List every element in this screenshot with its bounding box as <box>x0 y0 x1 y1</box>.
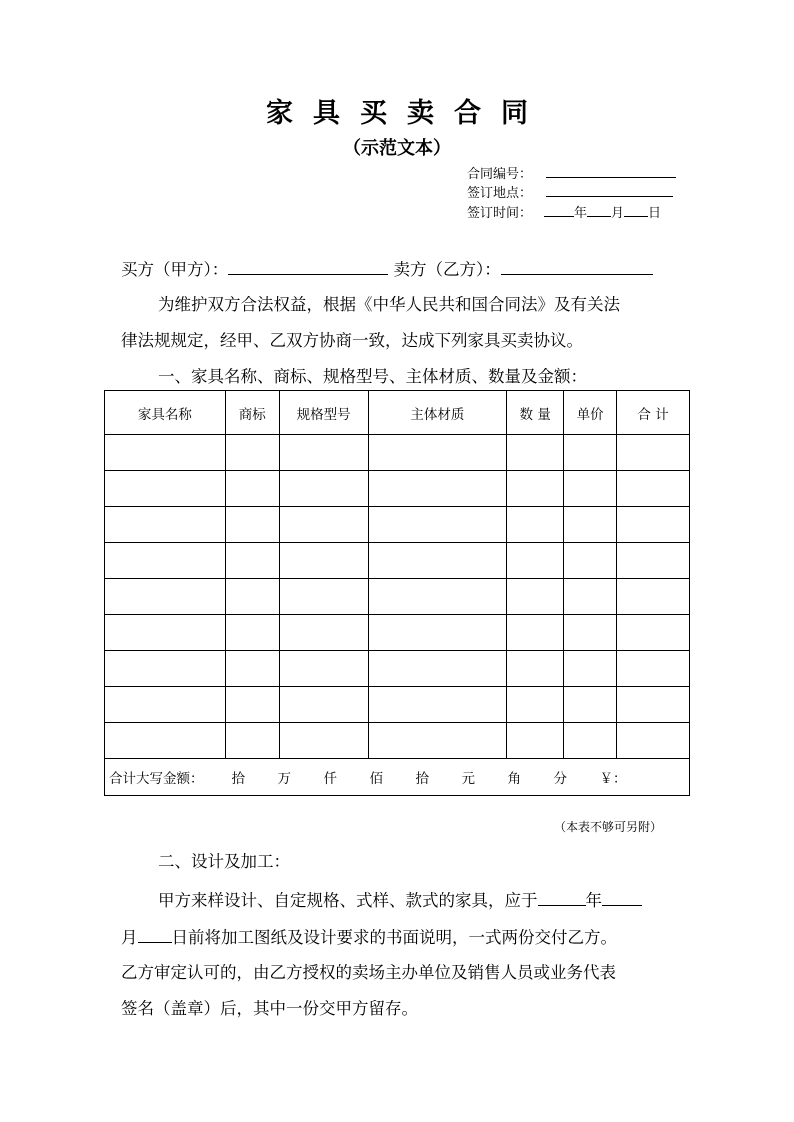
table-note: （本表不够可另附） <box>554 820 663 834</box>
sign-time-row <box>467 203 661 223</box>
table-cell[interactable] <box>368 435 507 471</box>
table-cell[interactable] <box>564 579 617 615</box>
table-cell[interactable] <box>225 723 279 759</box>
year-label: 年 <box>574 206 588 221</box>
sign-day-field[interactable] <box>624 203 648 217</box>
intro-line-2: 律法规规定，经甲、乙双方协商一致，达成下列家具买卖协议。 <box>121 331 583 350</box>
table-cell[interactable] <box>564 651 617 687</box>
table-cell[interactable] <box>564 471 617 507</box>
table-cell[interactable] <box>105 687 226 723</box>
sum-label: 合计大写金额： <box>109 771 204 787</box>
table-cell[interactable] <box>507 723 564 759</box>
sum-unit-label: 佰 <box>369 771 383 787</box>
column-header: 家具名称 <box>105 391 226 435</box>
table-cell[interactable] <box>105 615 226 651</box>
design-day-field[interactable] <box>138 926 172 943</box>
section-1-title: 一、家具名称、商标、规格型号、主体材质、数量及金额： <box>158 367 587 386</box>
table-cell[interactable] <box>368 687 507 723</box>
table-cell[interactable] <box>617 507 690 543</box>
table-cell[interactable] <box>368 615 507 651</box>
table-cell[interactable] <box>617 687 690 723</box>
design-month-field[interactable] <box>602 889 642 906</box>
table-row <box>105 651 690 687</box>
sum-unit-label: 拾 <box>415 771 429 787</box>
table-cell[interactable] <box>368 723 507 759</box>
sum-unit-label: 元 <box>461 771 475 787</box>
table-cell[interactable] <box>507 579 564 615</box>
sign-place-row <box>467 183 673 203</box>
table-cell[interactable] <box>105 579 226 615</box>
table-cell[interactable] <box>225 435 279 471</box>
table-cell[interactable] <box>279 471 368 507</box>
document-title: 家具买卖合同 <box>266 98 548 129</box>
table-cell[interactable] <box>368 543 507 579</box>
column-header: 合 计 <box>617 391 690 435</box>
table-cell[interactable] <box>507 471 564 507</box>
table-cell[interactable] <box>564 615 617 651</box>
document-subtitle: （示范文本） <box>343 138 451 159</box>
table-cell[interactable] <box>225 543 279 579</box>
sum-unit-label: 万 <box>277 771 291 787</box>
table-row <box>105 723 690 759</box>
sign-place-label: 签订地点： <box>467 186 533 201</box>
design-year-field[interactable] <box>538 889 586 906</box>
table-row <box>105 471 690 507</box>
table-cell[interactable] <box>507 435 564 471</box>
seller-label: 卖方（乙方）： <box>393 260 501 279</box>
section-2-line-3: 乙方审定认可的，由乙方授权的卖场主办单位及销售人员或业务代表 <box>121 963 616 982</box>
day-label: 日 <box>648 206 662 221</box>
table-row <box>105 579 690 615</box>
sum-unit-label: 角 <box>507 771 521 787</box>
table-row <box>105 615 690 651</box>
contract-number-field[interactable] <box>546 164 676 178</box>
table-cell[interactable] <box>507 687 564 723</box>
column-header: 主体材质 <box>368 391 507 435</box>
column-header: 商标 <box>225 391 279 435</box>
table-cell[interactable] <box>368 651 507 687</box>
table-cell[interactable] <box>507 543 564 579</box>
table-cell[interactable] <box>279 543 368 579</box>
sum-cell[interactable] <box>105 759 690 796</box>
table-cell[interactable] <box>564 435 617 471</box>
sum-row <box>105 759 690 796</box>
table-row <box>105 687 690 723</box>
table-cell[interactable] <box>279 615 368 651</box>
sum-unit-label: 仟 <box>323 771 337 787</box>
design-year-label: 年 <box>585 891 602 910</box>
table-cell[interactable] <box>225 615 279 651</box>
furniture-table <box>104 390 690 796</box>
table-cell[interactable] <box>225 651 279 687</box>
table-cell[interactable] <box>279 579 368 615</box>
sign-year-field[interactable] <box>544 203 574 217</box>
column-header: 规格型号 <box>279 391 368 435</box>
table-cell[interactable] <box>564 723 617 759</box>
table-cell[interactable] <box>507 651 564 687</box>
section-2-text-1: 甲方来样设计、自定规格、式样、款式的家具，应于 <box>158 891 538 910</box>
table-cell[interactable] <box>368 507 507 543</box>
design-month-label: 月 <box>121 928 138 947</box>
table-cell[interactable] <box>507 615 564 651</box>
table-cell[interactable] <box>225 579 279 615</box>
sum-unit-label: 分 <box>553 771 567 787</box>
intro-line-1: 为维护双方合法权益，根据《中华人民共和国合同法》及有关法 <box>158 295 620 314</box>
section-2-title: 二、设计及加工： <box>158 852 290 871</box>
section-2-line-4: 签名（盖章）后，其中一份交甲方留存。 <box>121 999 418 1018</box>
table-cell[interactable] <box>105 651 226 687</box>
table-cell[interactable] <box>105 471 226 507</box>
table-cell[interactable] <box>225 507 279 543</box>
table-cell[interactable] <box>617 723 690 759</box>
column-header: 数 量 <box>507 391 564 435</box>
buyer-field[interactable] <box>228 258 388 275</box>
table-cell[interactable] <box>105 507 226 543</box>
table-cell[interactable] <box>279 435 368 471</box>
table-cell[interactable] <box>105 435 226 471</box>
sign-month-field[interactable] <box>587 203 611 217</box>
table-cell[interactable] <box>564 507 617 543</box>
buyer-label: 买方（甲方）： <box>121 260 229 279</box>
table-cell[interactable] <box>279 507 368 543</box>
table-cell[interactable] <box>617 471 690 507</box>
contract-number-label: 合同编号： <box>467 167 533 182</box>
table-header-row <box>105 391 690 435</box>
table-row <box>105 435 690 471</box>
table-cell[interactable] <box>279 651 368 687</box>
table-cell[interactable] <box>368 579 507 615</box>
section-2-text-2: 日前将加工图纸及设计要求的书面说明，一式两份交付乙方。 <box>171 928 617 947</box>
sign-place-field[interactable] <box>546 183 673 197</box>
table-cell[interactable] <box>225 471 279 507</box>
month-label: 月 <box>611 206 625 221</box>
table-cell[interactable] <box>617 651 690 687</box>
seller-field[interactable] <box>501 258 653 275</box>
table-cell[interactable] <box>617 579 690 615</box>
sum-currency-label: ￥： <box>599 771 627 787</box>
column-header: 单价 <box>564 391 617 435</box>
table-cell[interactable] <box>564 543 617 579</box>
table-row <box>105 507 690 543</box>
table-cell[interactable] <box>617 615 690 651</box>
table-cell[interactable] <box>225 687 279 723</box>
table-cell[interactable] <box>105 723 226 759</box>
table-cell[interactable] <box>105 543 226 579</box>
table-cell[interactable] <box>564 687 617 723</box>
sum-unit-label: 拾 <box>231 771 245 787</box>
parties-row <box>121 258 653 281</box>
table-cell[interactable] <box>507 507 564 543</box>
table-row <box>105 543 690 579</box>
table-cell[interactable] <box>617 435 690 471</box>
section-2-line-2 <box>121 926 617 949</box>
table-cell[interactable] <box>279 687 368 723</box>
section-2-line-1 <box>158 889 642 912</box>
table-cell[interactable] <box>617 543 690 579</box>
table-cell[interactable] <box>368 471 507 507</box>
table-cell[interactable] <box>279 723 368 759</box>
contract-number-row <box>467 164 676 184</box>
sign-time-label: 签订时间： <box>467 206 533 221</box>
